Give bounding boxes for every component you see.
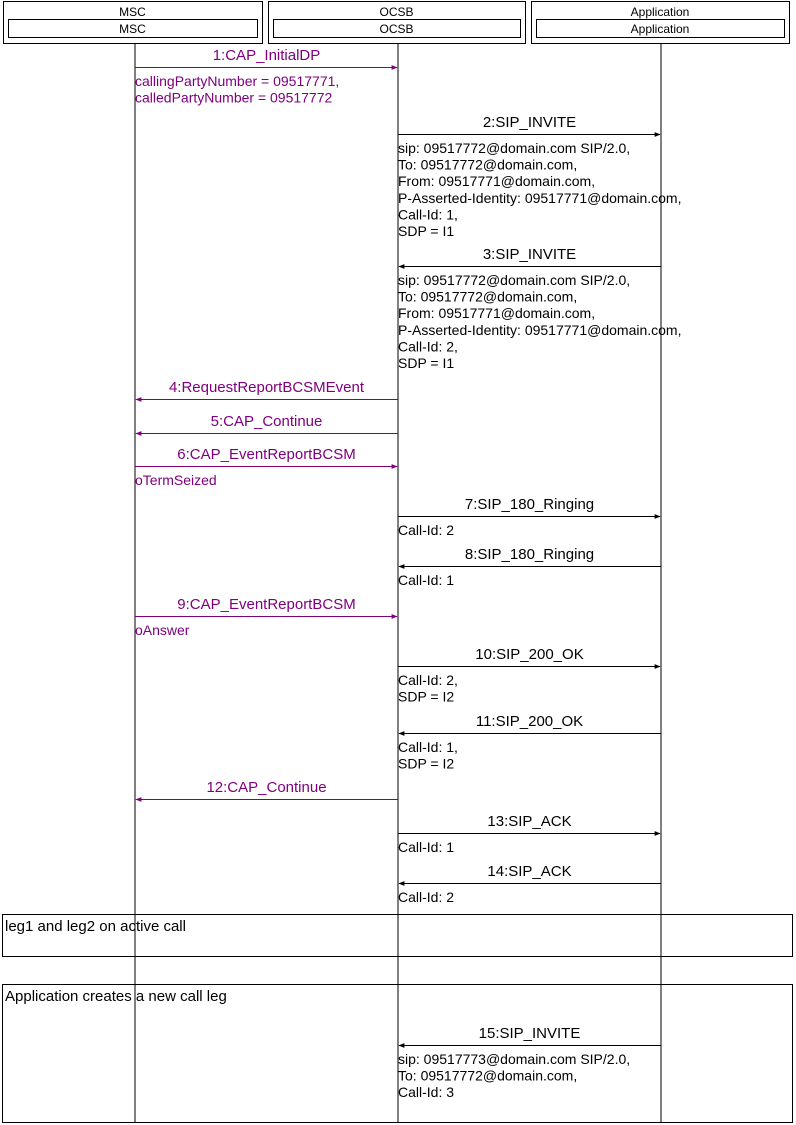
message-detail-1: callingPartyNumber = 09517771, bbox=[135, 73, 340, 89]
message-5 bbox=[136, 413, 398, 434]
participant-label-msc: MSC bbox=[119, 22, 146, 36]
message-detail-10: Call-Id: 2, bbox=[398, 672, 458, 688]
participant-label-ocsb: OCSB bbox=[379, 22, 414, 36]
message-15 bbox=[398, 1025, 661, 1100]
message-2 bbox=[398, 114, 681, 239]
message-detail-8: Call-Id: 1 bbox=[398, 572, 455, 588]
message-8 bbox=[398, 546, 661, 588]
participant-name-application: Application bbox=[630, 5, 690, 19]
message-detail-2: From: 09517771@domain.com, bbox=[398, 173, 596, 190]
message-label-5: 5:CAP_Continue bbox=[210, 413, 323, 430]
message-7 bbox=[398, 496, 660, 538]
message-detail-3: To: 09517772@domain.com, bbox=[398, 288, 578, 305]
message-label-11: 11:SIP_200_OK bbox=[475, 713, 584, 730]
message-detail-15: sip: 09517773@domain.com SIP/2.0, bbox=[398, 1051, 631, 1067]
message-14 bbox=[398, 863, 661, 905]
message-detail-2: Call-Id: 1, bbox=[398, 206, 458, 223]
message-detail-15: To: 09517772@domain.com, bbox=[398, 1067, 578, 1084]
message-label-13: 13:SIP_ACK bbox=[487, 813, 572, 830]
message-detail-9: oAnswer bbox=[135, 622, 190, 638]
message-detail-10: SDP = I2 bbox=[398, 688, 455, 705]
message-11 bbox=[398, 713, 661, 772]
message-detail-7: Call-Id: 2 bbox=[398, 522, 455, 538]
message-label-14: 14:SIP_ACK bbox=[487, 863, 572, 880]
note-text-new-leg: Application creates a new call leg bbox=[5, 988, 227, 1005]
message-label-6: 6:CAP_EventReportBCSM bbox=[177, 446, 356, 463]
message-detail-11: SDP = I2 bbox=[398, 755, 455, 772]
message-label-9: 9:CAP_EventReportBCSM bbox=[177, 596, 356, 613]
participant-headers bbox=[4, 2, 790, 44]
message-4 bbox=[136, 379, 398, 400]
message-9 bbox=[135, 596, 397, 638]
message-detail-14: Call-Id: 2 bbox=[398, 889, 455, 905]
message-detail-6: oTermSeized bbox=[135, 472, 217, 488]
message-12 bbox=[136, 779, 398, 800]
message-6 bbox=[135, 446, 397, 488]
message-label-15: 15:SIP_INVITE bbox=[478, 1025, 581, 1042]
participant-name-ocsb: OCSB bbox=[379, 5, 414, 19]
message-label-3: 3:SIP_INVITE bbox=[482, 246, 577, 263]
message-label-1: 1:CAP_InitialDP bbox=[212, 47, 321, 64]
note-text-active-call: leg1 and leg2 on active call bbox=[5, 918, 186, 935]
message-detail-13: Call-Id: 1 bbox=[398, 839, 455, 855]
message-13 bbox=[398, 813, 660, 855]
message-detail-3: From: 09517771@domain.com, bbox=[398, 305, 596, 322]
participant-label-application: Application bbox=[630, 22, 690, 36]
message-10 bbox=[398, 646, 660, 705]
message-label-10: 10:SIP_200_OK bbox=[475, 646, 584, 663]
message-detail-11: Call-Id: 1, bbox=[398, 739, 458, 755]
message-3 bbox=[398, 246, 681, 371]
message-detail-15: Call-Id: 3 bbox=[398, 1084, 455, 1101]
participant-name-msc: MSC bbox=[119, 5, 146, 19]
message-detail-3: Call-Id: 2, bbox=[398, 338, 458, 355]
message-label-8: 8:SIP_180_Ringing bbox=[464, 546, 595, 563]
message-detail-3: P-Asserted-Identity: 09517771@domain.com, bbox=[398, 321, 682, 338]
message-label-12: 12:CAP_Continue bbox=[206, 779, 327, 796]
message-1 bbox=[135, 47, 397, 106]
message-detail-1: calledPartyNumber = 09517772 bbox=[135, 89, 333, 106]
message-detail-3: sip: 09517772@domain.com SIP/2.0, bbox=[398, 272, 631, 288]
messages bbox=[135, 47, 681, 1100]
message-detail-2: P-Asserted-Identity: 09517771@domain.com, bbox=[398, 189, 682, 206]
message-label-4: 4:RequestReportBCSMEvent bbox=[168, 379, 365, 396]
message-label-2: 2:SIP_INVITE bbox=[482, 114, 577, 131]
message-label-7: 7:SIP_180_Ringing bbox=[464, 496, 595, 513]
message-detail-2: SDP = I1 bbox=[398, 223, 455, 239]
message-detail-3: SDP = I1 bbox=[398, 355, 455, 371]
message-detail-2: To: 09517772@domain.com, bbox=[398, 156, 578, 173]
message-detail-2: sip: 09517772@domain.com SIP/2.0, bbox=[398, 140, 631, 156]
